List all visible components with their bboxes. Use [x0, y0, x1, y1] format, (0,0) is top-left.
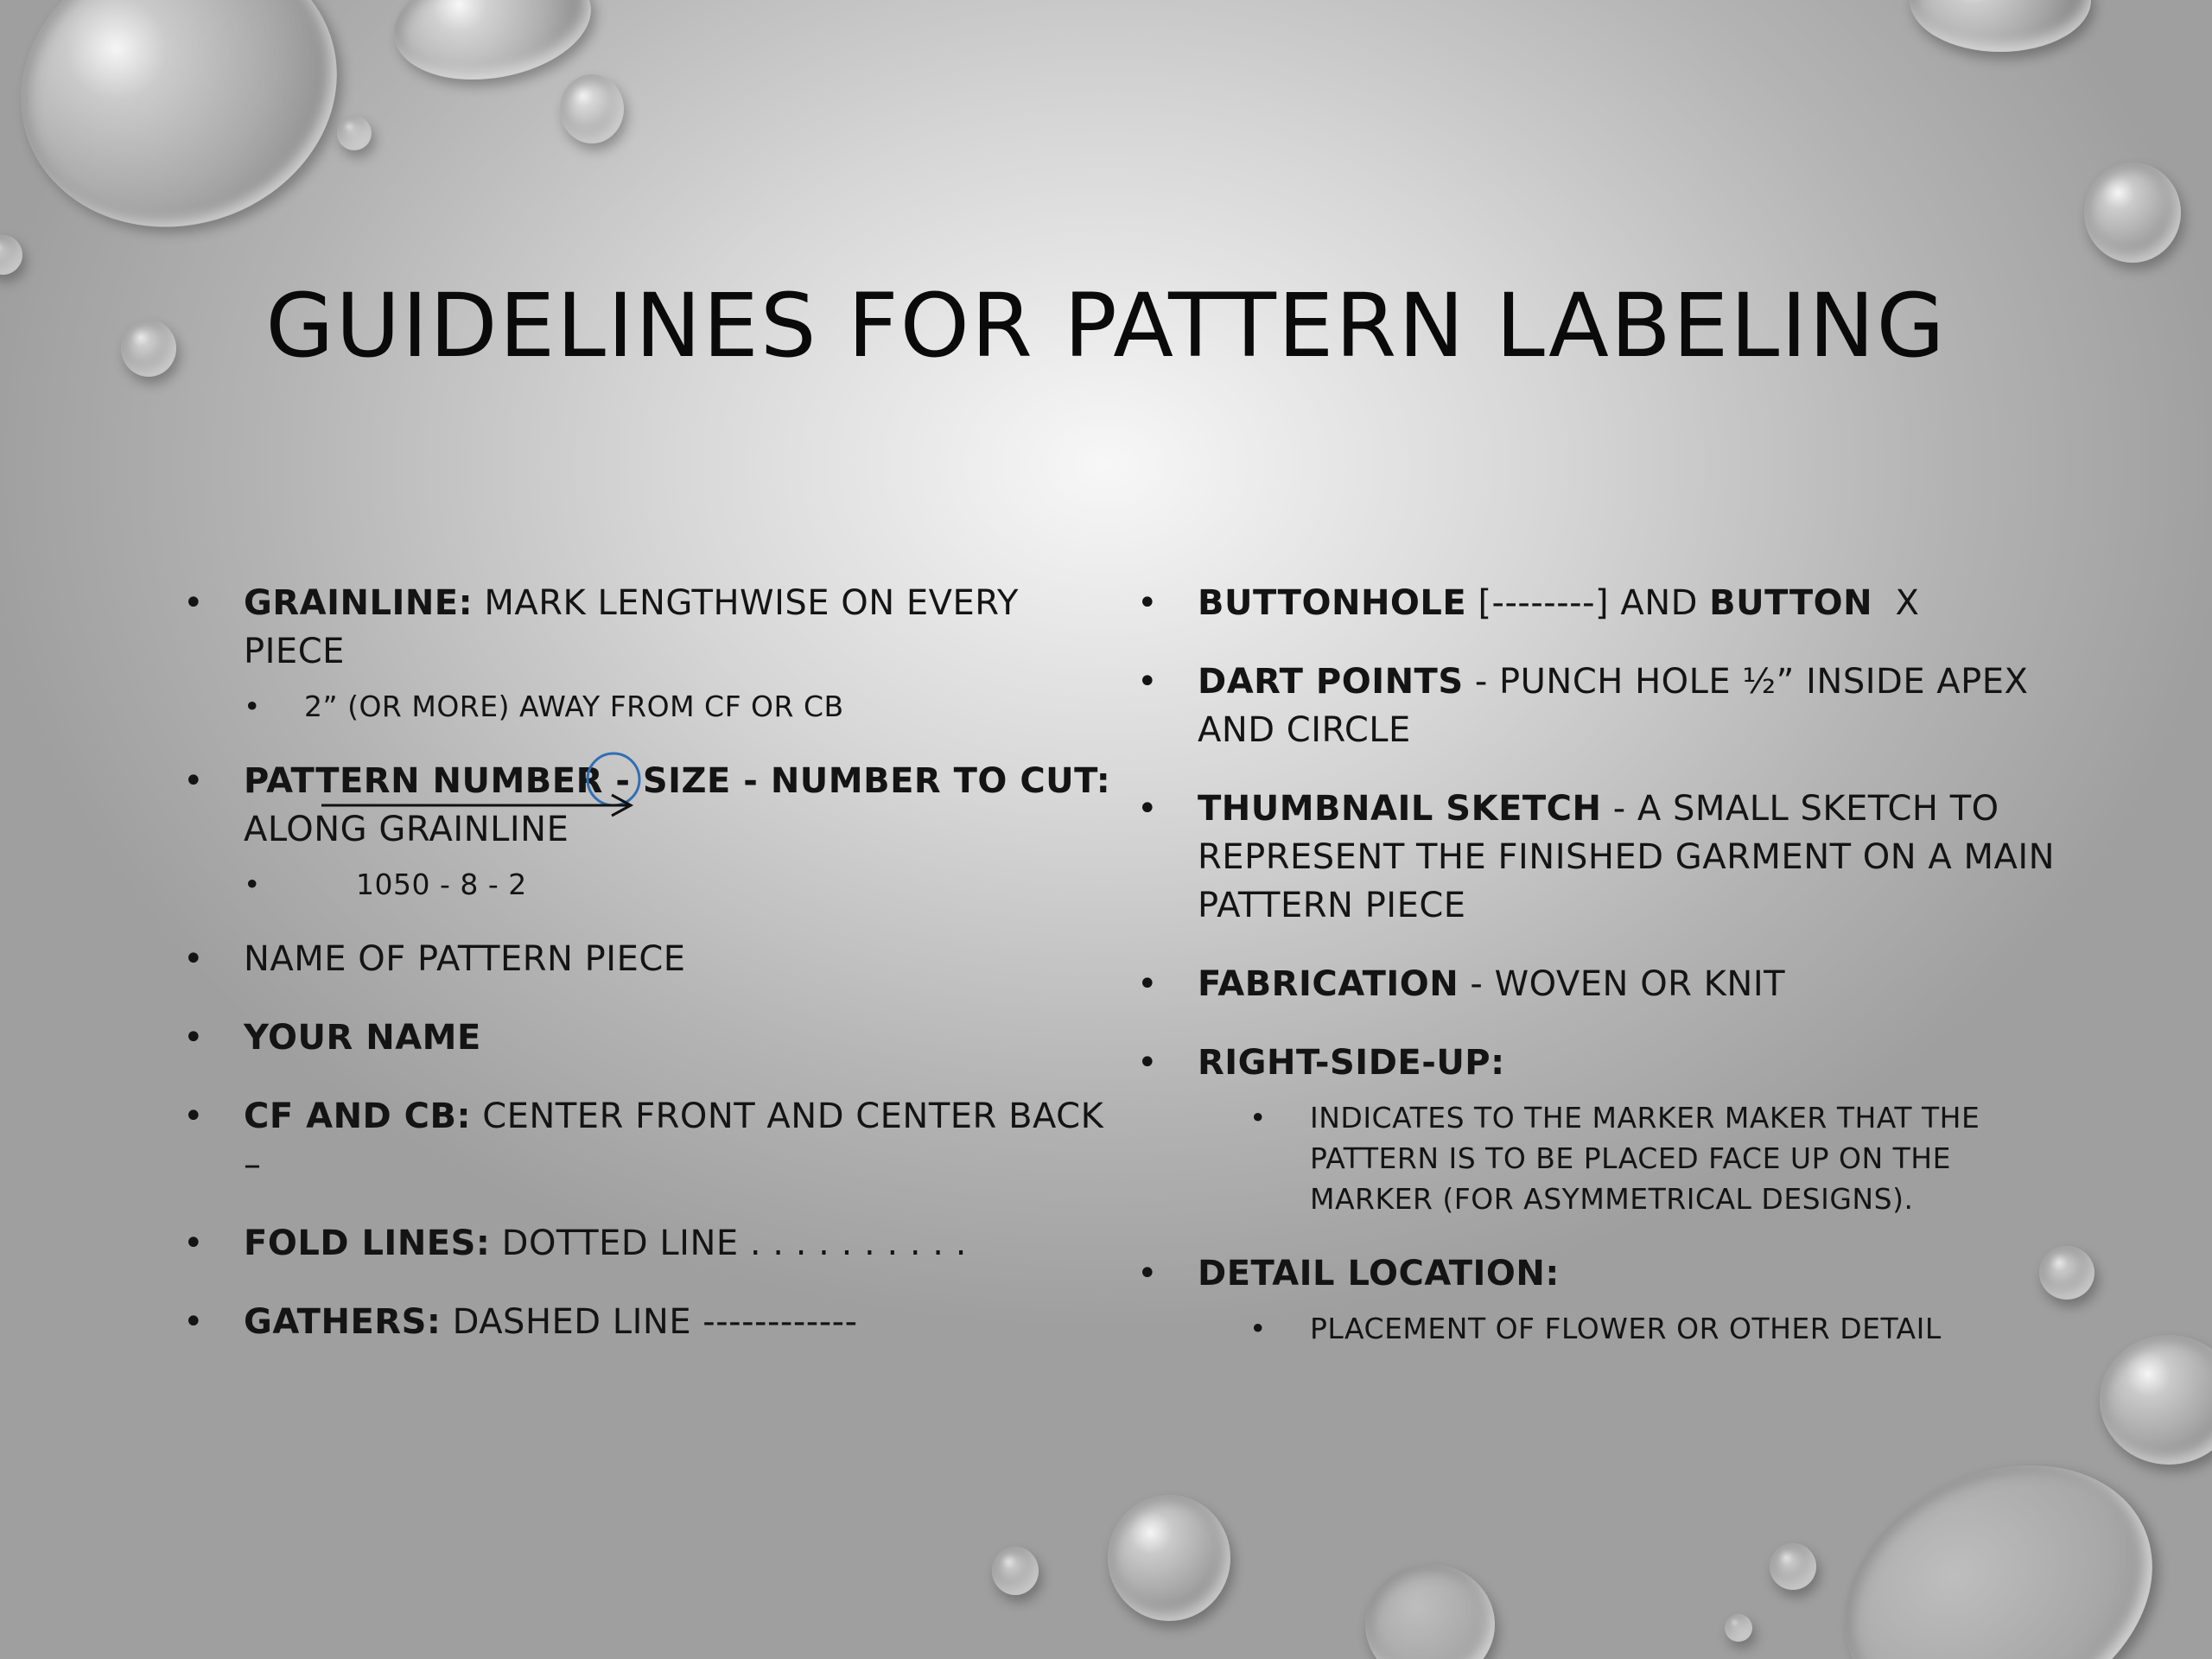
water-drop-decoration	[1108, 1495, 1230, 1621]
bullet-label: GATHERS:	[244, 1302, 442, 1342]
bullet-text: - PUNCH HOLE ½” INSIDE APEX AND CIRCLE	[1198, 662, 2029, 750]
bullet-label: CF AND CB:	[244, 1096, 472, 1136]
bullet-buttonhole	[1137, 579, 2070, 627]
bullet-label: THUMBNAIL SKETCH	[1198, 789, 1602, 829]
bullet-label: RIGHT-SIDE-UP:	[1198, 1043, 1505, 1083]
water-drop-decoration	[0, 235, 22, 275]
bullet-dart-points	[1137, 658, 2070, 754]
water-drop-decoration	[0, 0, 373, 267]
sub-bullet-grainline: • 2” (OR MORE) AWAY FROM CF OR CB	[244, 686, 1116, 727]
water-drop-decoration	[1365, 1564, 1495, 1659]
bullet-cf-cb	[183, 1092, 1116, 1189]
bullet-gathers	[183, 1298, 1116, 1346]
water-drop-decoration	[385, 0, 600, 94]
slide-title: GUIDELINES FOR PATTERN LABELING	[265, 275, 1947, 378]
bullet-grainline	[183, 579, 1116, 727]
bullet-text: - WOVEN OR KNIT	[1459, 964, 1786, 1004]
bullet-text: CENTER FRONT AND CENTER BACK –	[244, 1096, 1104, 1185]
bullet-label: FABRICATION	[1198, 964, 1459, 1004]
water-drop-decoration	[2084, 162, 2181, 263]
water-drop-decoration	[2100, 1335, 2212, 1465]
bullet-label: GRAINLINE:	[244, 583, 474, 623]
bullet-text: - A SMALL SKETCH TO REPRESENT THE FINISHED GARMENT ON A MAIN PATTERN PIECE	[1198, 789, 2056, 925]
water-drop-decoration	[992, 1547, 1039, 1595]
bullet-your-name	[183, 1014, 1116, 1062]
bullet-name-of-piece	[183, 935, 1116, 983]
bullet-label: DART POINTS	[1198, 662, 1464, 702]
bullet-label: BUTTONHOLE	[1198, 583, 1467, 623]
pattern-example-code: 1050 - 8 - 2	[356, 868, 527, 901]
bullet-thumbnail-sketch	[1137, 785, 2070, 930]
bullet-pattern-number	[183, 757, 1116, 905]
left-column	[183, 579, 1116, 1376]
right-column	[1137, 579, 2070, 1379]
bullet-text: DASHED LINE ------------	[441, 1302, 858, 1342]
sub-bullet-pattern-example	[244, 864, 1116, 905]
water-drop-decoration	[1910, 0, 2091, 52]
water-drop-decoration	[1725, 1614, 1752, 1642]
bullet-text: ALONG GRAINLINE	[244, 810, 569, 849]
bullet-text: NAME OF PATTERN PIECE	[244, 939, 686, 979]
bullet-label: PATTERN NUMBER - SIZE - NUMBER TO CUT:	[244, 761, 1111, 801]
water-drop-decoration	[560, 74, 624, 143]
bullet-right-side-up	[1137, 1039, 2070, 1219]
bullet-text: MARK LENGTHWISE ON EVERY PIECE	[244, 583, 1019, 671]
bullet-label: BUTTON	[1709, 583, 1873, 623]
sub-bullet-right-side-up: • INDICATES TO THE MARKER MAKER THAT THE PATTERN IS TO BE PLACED FACE UP ON THE MARKER (FOR ASYMMETRICAL DESIGNS).	[1249, 1097, 2070, 1219]
bullet-detail-location	[1137, 1249, 2070, 1349]
bullet-text: [--------] AND	[1466, 583, 1710, 623]
bullet-label: DETAIL LOCATION:	[1198, 1254, 1560, 1294]
ink-arrow-annotation	[313, 788, 658, 823]
sub-bullet-detail-location: • PLACEMENT OF FLOWER OR OTHER DETAIL	[1249, 1308, 2070, 1349]
bullet-label: FOLD LINES:	[244, 1224, 491, 1263]
water-drop-decoration	[1770, 1543, 1816, 1590]
water-drop-decoration	[337, 116, 372, 150]
bullet-text: DOTTED LINE . . . . . . . . . .	[490, 1224, 967, 1263]
bullet-label: YOUR NAME	[244, 1018, 481, 1058]
bullet-fabrication	[1137, 960, 2070, 1008]
bullet-text: X	[1872, 583, 1920, 623]
bullet-fold-lines	[183, 1219, 1116, 1268]
